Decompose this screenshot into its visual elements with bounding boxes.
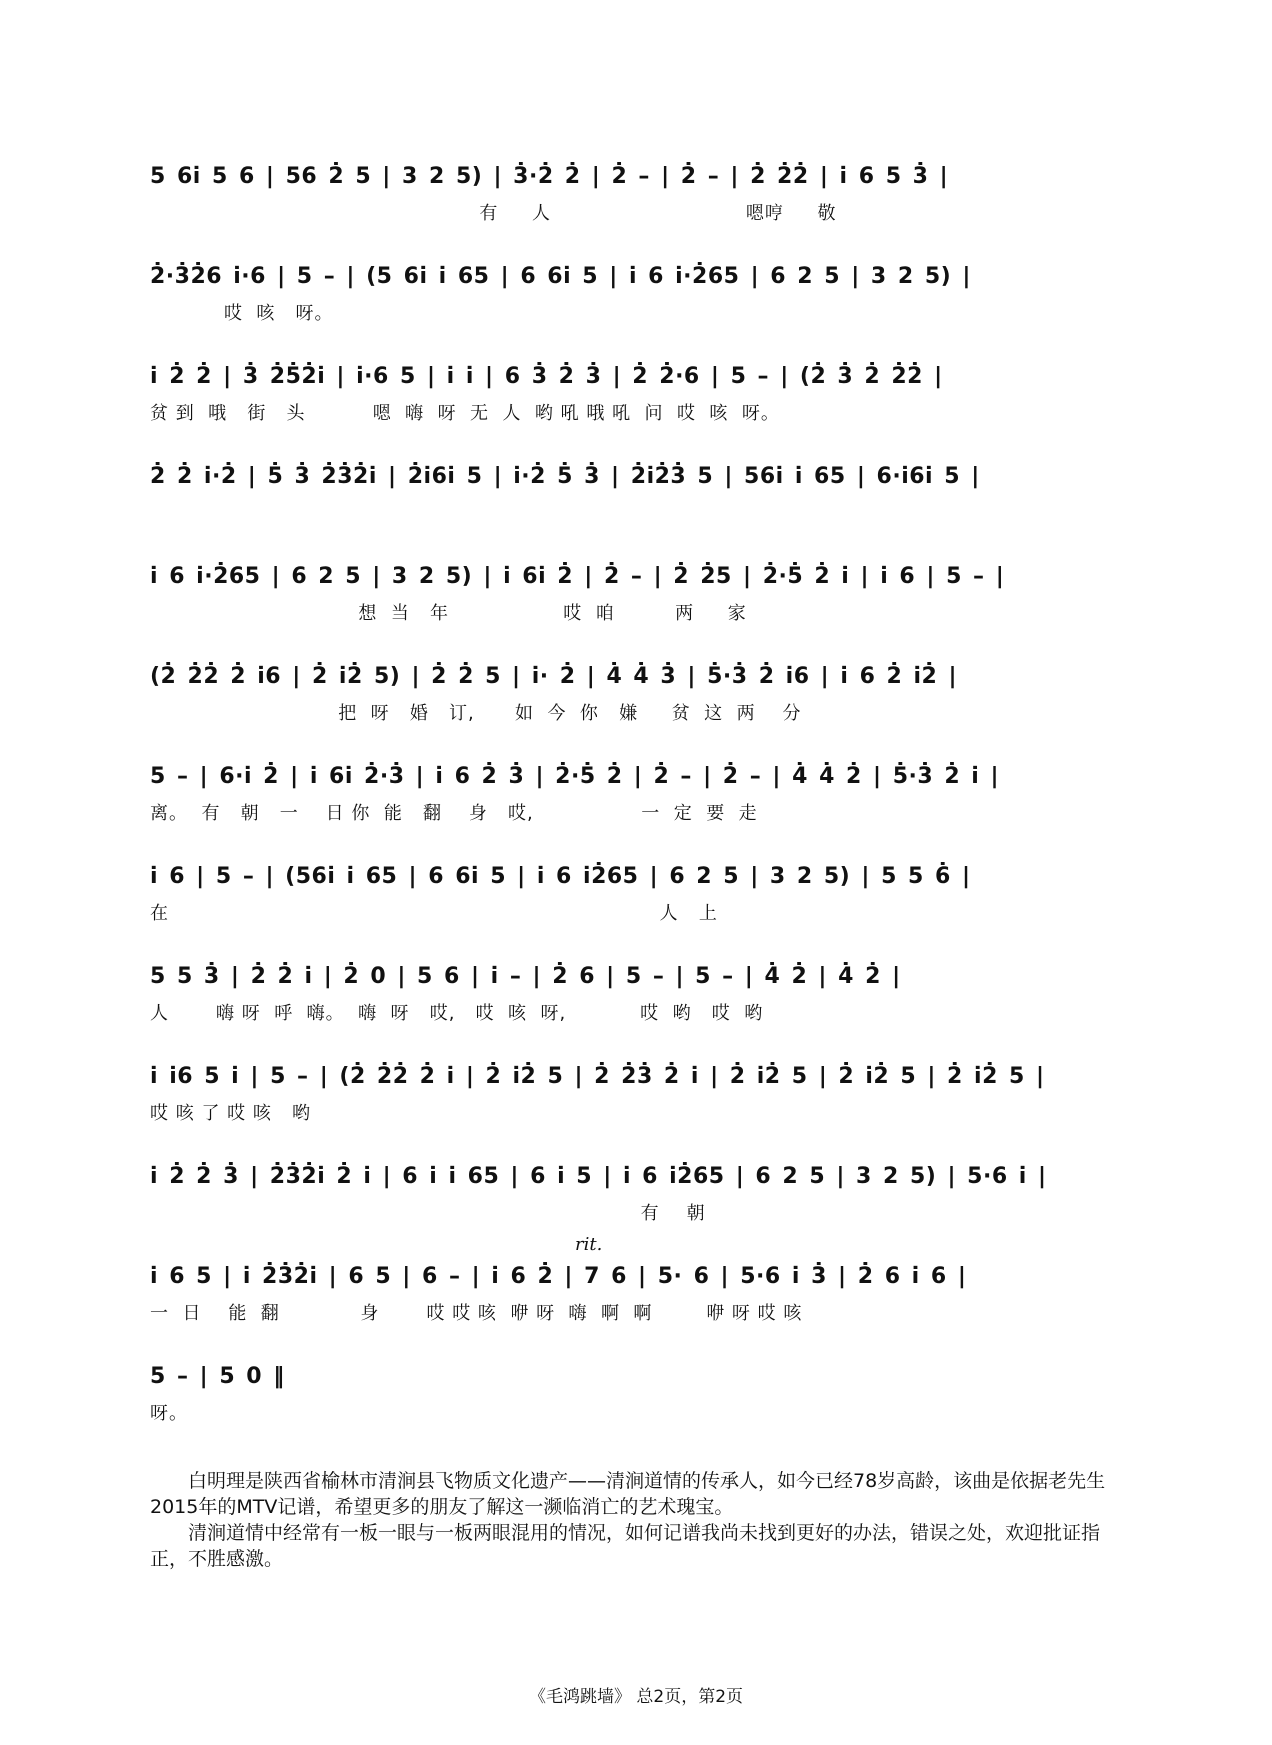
notation-line: (2̇ 2̇2̇ 2̇ i̇6 | 2̇ i̇2̇ 5) | 2̇ 2̇ 5 | i̇· 2̇ | 4̇ 4̇ 3̇ | 5̇·3̇ 2̇ i̇6 | i̇ 6 2̇ i̇2̇ |: [150, 664, 958, 689]
notation-line: 5 5 3̇ | 2̇ 2̇ i̇ | 2̇ 0 | 5 6 | i̇ – | 2̇ 6 | 5 – | 5 – | 4̇ 2̇ | 4̇ 2̇ |: [150, 964, 901, 989]
notation-line: 2̇·3̇2̇6 i̇·6 | 5 – | (5 6i̇ i̇ 65 | 6 6i̇ 5 | i̇ 6 i̇·2̇65 | 6 2 5 | 3 2 5) |: [150, 264, 971, 289]
lyrics-line: 在 人 上: [150, 903, 718, 924]
score-system-7: [150, 750, 1135, 850]
score-system-9: [150, 950, 1135, 1050]
notation-line: 2̇ 2̇ i̇·2̇ | 5̇ 3̇ 2̇3̇2̇i̇ | 2̇i̇6i̇ 5 | i̇·2̇ 5̇ 3̇ | 2̇i̇2̇3̇ 5 | 56i̇ i̇ 65 | 6·i̇6i̇ 5 |: [150, 464, 980, 489]
lyrics-line: 哎 咳 呀。: [150, 303, 334, 324]
jianpu-score: [150, 150, 1135, 1450]
lyrics-line: 有 人 嗯哼 敬: [150, 203, 837, 224]
notes-paragraph-2: 清涧道情中经常有一板一眼与一板两眼混用的情况，如何记谱我尚未找到更好的办法，错误之处，欢迎批证指正，不胜感激。: [150, 1522, 1101, 1570]
notation-line: 5 – | 5 0 ‖: [150, 1364, 285, 1389]
notation-line: 5 – | 6·i̇ 2̇ | i̇ 6i̇ 2̇·3̇ | i̇ 6 2̇ 3̇ | 2̇·5̇ 2̇ | 2̇ – | 2̇ – | 4̇ 4̇ 2̇ | 5̇·3̇ 2̇ i̇ |: [150, 764, 1000, 789]
page-footer: 《毛鸿跳墙》 总2页，第2页: [528, 1687, 744, 1707]
score-system-6: [150, 650, 1135, 750]
lyrics-line: 哎 咳 了 哎 咳 哟: [150, 1103, 312, 1124]
notation-line: i̇ 6 5 | i̇ 2̇3̇2̇i̇ | 6 5 | 6 – | i̇ 6 2̇ | 7 6 | 5· 6 | 5·6 i̇ 3̇ | 2̇ 6 i̇ 6 |: [150, 1264, 967, 1289]
notes-paragraph-1: 白明理是陕西省榆林市清涧县飞物质文化遗产——清涧道情的传承人，如今已经78岁高龄，该曲是依据老先生2015年的MTV记谱，希望更多的朋友了解这一濒临消亡的艺术瑰宝。: [150, 1470, 1106, 1518]
lyrics-line: 想 当 年 哎 咱 两 家: [150, 603, 747, 624]
lyrics-line: 有 朝: [150, 1203, 706, 1224]
lyrics-line: 把 呀 婚 订, 如 今 你 嫌 贫 这 两 分: [150, 703, 802, 724]
notation-line: i̇ 2̇ 2̇ 3̇ | 2̇3̇2̇i̇ 2̇ i̇ | 6 i̇ i̇ 65 | 6 i̇ 5 | i̇ 6 i̇2̇65 | 6 2 5 | 3 2 5) | 5·6 i̇ |: [150, 1164, 1047, 1189]
score-system-13: [150, 1350, 1135, 1450]
score-system-2: [150, 250, 1135, 350]
score-system-11: [150, 1150, 1135, 1250]
score-system-5: [150, 550, 1135, 650]
score-system-3: [150, 350, 1135, 450]
score-system-1: [150, 150, 1135, 250]
lyrics-line: 一 日 能 翻 身 哎 哎 咳 咿 呀 嗨 啊 啊 咿 呀 哎 咳: [150, 1303, 803, 1324]
lyrics-line: 贫 到 哦 街 头 嗯 嗨 呀 无 人 哟 吼 哦 吼 问 哎 咳 呀。: [150, 403, 780, 424]
notation-line: i̇ 2̇ 2̇ | 3̇ 2̇5̇2̇i̇ | i̇·6 5 | i̇ i̇ | 6 3̇ 2̇ 3̇ | 2̇ 2̇·6 | 5 – | (2̇ 3̇ 2̇ 2̇2̇ |: [150, 364, 943, 389]
ritardando-marking: rit.: [575, 1234, 603, 1255]
notation-line: 5 6i̇ 5 6 | 56 2̇ 5 | 3 2 5) | 3̇·2̇ 2̇ | 2̇ – | 2̇ – | 2̇ 2̇2̇ | i̇ 6 5 3̇ |: [150, 164, 949, 189]
lyrics-line: 人 嗨 呀 呼 嗨。 嗨 呀 哎, 哎 咳 呀, 哎 哟 哎 哟: [150, 1003, 764, 1024]
score-system-10: [150, 1050, 1135, 1150]
notation-line: i̇ 6 | 5 – | (56i̇ i̇ 65 | 6 6i̇ 5 | i̇ 6 i̇2̇65 | 6 2 5 | 3 2 5) | 5 5 6̇ |: [150, 864, 971, 889]
lyrics-line: 呀。: [150, 1403, 188, 1424]
notation-line: i̇ i̇6 5 i̇ | 5 – | (2̇ 2̇2̇ 2̇ i̇ | 2̇ i̇2̇ 5 | 2̇ 2̇3̇ 2̇ i̇ | 2̇ i̇2̇ 5 | 2̇ i̇2̇ 5 | 2̇ i̇2̇ 5 |: [150, 1064, 1045, 1089]
score-system-8: [150, 850, 1135, 950]
notes-text: [150, 1468, 1125, 1572]
lyrics-line: 离。 有 朝 一 日 你 能 翻 身 哎, 一 定 要 走: [150, 803, 758, 824]
score-system-12: [150, 1234, 1135, 1350]
score-system-4: [150, 450, 1135, 550]
notation-line: i̇ 6 i̇·2̇65 | 6 2 5 | 3 2 5) | i̇ 6i̇ 2̇ | 2̇ – | 2̇ 2̇5 | 2̇·5̇ 2̇ i̇ | i̇ 6 | 5 – |: [150, 564, 1005, 589]
